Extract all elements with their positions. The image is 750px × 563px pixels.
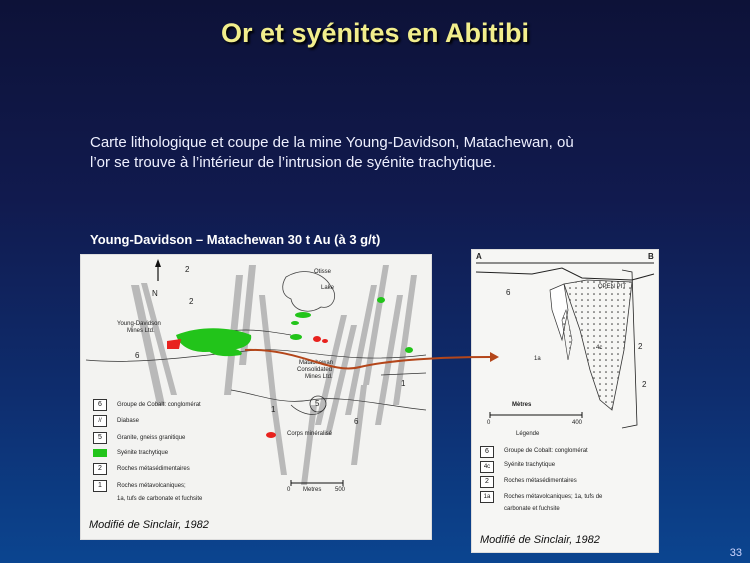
map-mine-label-1: Young-Davidson <box>117 321 161 327</box>
section-unit-label: 4c <box>596 345 603 351</box>
legend-code: 6 <box>480 446 494 458</box>
map-north-label: N <box>152 289 158 298</box>
intro-text <box>90 133 690 173</box>
slide-title: Or et syénites en Abitibi <box>220 18 530 48</box>
cross-section <box>471 249 659 553</box>
section-unit-label: 2 <box>642 380 647 389</box>
section-unit-label: 6 <box>506 288 511 297</box>
legend-label: Groupe de Cobalt: conglomérat <box>504 448 588 454</box>
map-unit-label: 1 <box>401 379 406 388</box>
syenite-swatch <box>93 449 107 457</box>
section-legend-title: Légende <box>516 431 540 437</box>
section-corner-a: A <box>476 252 482 261</box>
section-unit-label: 1a <box>534 356 541 362</box>
section-scale-label: Mètres <box>512 402 532 408</box>
map-scale-max: 500 <box>335 487 346 493</box>
diabase-symbol: // <box>93 415 107 427</box>
ore-swatch <box>268 433 276 438</box>
map-unit-label: 6 <box>135 351 140 360</box>
map-consolidated-label-3: Mines Ltd. <box>305 374 333 380</box>
legend-label: Roches métasédimentaires <box>117 466 190 472</box>
map-unit-label: 2 <box>185 265 190 274</box>
section-scale-0: 0 <box>487 420 491 426</box>
map-ore-label: Corps minéralisé <box>287 431 333 437</box>
legend-label: Syénite trachytique <box>504 462 556 468</box>
map-scale-0: 0 <box>287 487 291 493</box>
legend-label: Roches métavolcaniques; <box>117 483 186 489</box>
figure-caption: Young-Davidson – Matachewan 30 t Au (à 3 g/t) <box>90 232 381 247</box>
legend-code: 4c <box>480 461 494 473</box>
legend-label: Roches métasédimentaires <box>504 478 577 484</box>
legend-code: 2 <box>93 463 107 475</box>
map-mine-label-2: Mines Ltd. <box>127 328 155 334</box>
page-number: 33 <box>729 547 742 559</box>
legend-label: 1a, tufs de carbonate et fuchsite <box>117 496 203 502</box>
map-consolidated-label-1: Matachewan <box>299 360 334 366</box>
legend-code: 1 <box>93 480 107 492</box>
legend-code: 6 <box>93 399 107 411</box>
lithology-map <box>80 254 432 540</box>
map-unit-label: 2 <box>189 297 194 306</box>
legend-label: carbonate et fuchsite <box>504 506 560 512</box>
intro-line-2: l’or se trouve à l’intérieur de l’intrusion de syénite trachytique. <box>90 154 497 171</box>
map-unit-label: 6 <box>354 417 359 426</box>
legend-label: Roches métavolcaniques; 1a, tufs de <box>504 494 603 500</box>
map-unit-label: 5 <box>315 399 320 408</box>
legend-label: Groupe de Cobalt: conglomérat <box>117 402 201 408</box>
legend-label: Granite, gneiss granitique <box>117 435 186 441</box>
intro-line-1: Carte lithologique et coupe de la mine Young-Davidson, Matachewan, où <box>90 134 574 151</box>
section-credit: Modifié de Sinclair, 1982 <box>480 534 600 546</box>
section-scale-max: 400 <box>572 420 583 426</box>
ore-bodies <box>167 336 328 438</box>
map-consolidated-label-2: Consolidated <box>297 367 333 373</box>
diabase-dikes <box>131 265 417 485</box>
legend-code: 1a <box>480 491 494 503</box>
section-drawing <box>472 250 658 552</box>
map-scale-unit: Metres <box>303 487 322 493</box>
section-open-pit: OPEN PIT <box>598 284 627 290</box>
legend-code: 5 <box>93 432 107 444</box>
map-credit: Modifié de Sinclair, 1982 <box>89 519 209 531</box>
legend-label: Diabase <box>117 418 140 424</box>
section-unit-label: 2 <box>638 342 643 351</box>
map-lake-label-1: Otisse <box>314 269 332 275</box>
map-unit-label: 1 <box>271 405 276 414</box>
legend-label: Syénite trachytique <box>117 450 169 456</box>
otisse-lake-outline <box>283 272 335 312</box>
legend-code: 2 <box>480 476 494 488</box>
section-corner-b: B <box>648 252 654 261</box>
map-lake-label-2: Lake <box>321 285 335 291</box>
